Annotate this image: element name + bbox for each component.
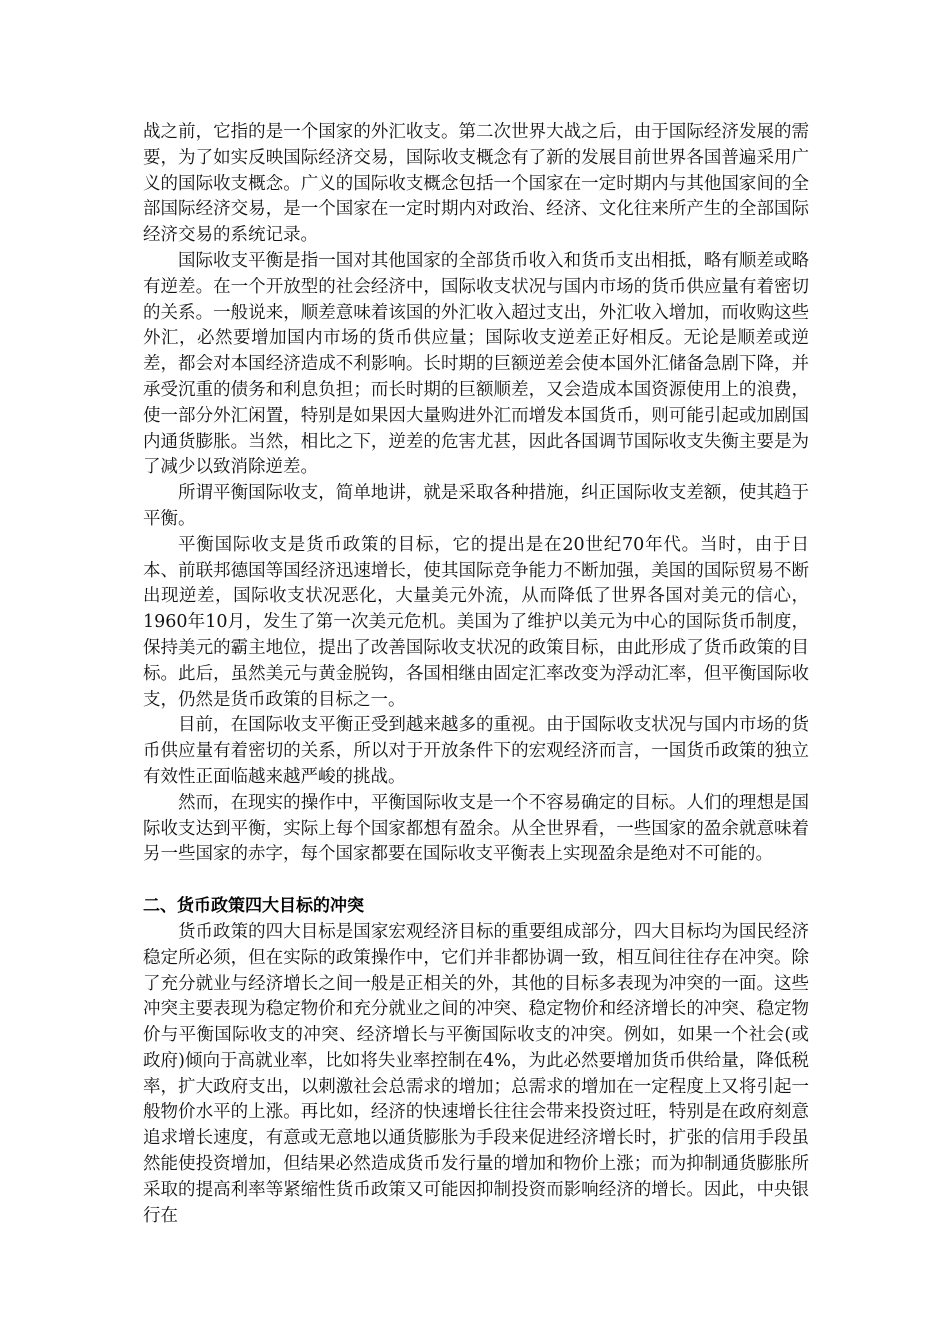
- section-heading: 二、货币政策四大目标的冲突: [143, 896, 364, 917]
- paragraph-balance-practice: 然而，在现实的操作中，平衡国际收支是一个不容易确定的目标。人们的理想是国际收支达到平衡，实际上每个国家都想有盈余。从全世界看，一些国家的盈余就意味着另一些国家的赤字，每个国家都要在国际收支平衡表上实现盈余是绝对不可能的。: [143, 792, 809, 865]
- paragraph-balance-meaning: 所谓平衡国际收支，简单地讲，就是采取各种措施，纠正国际收支差额，使其趋于平衡。: [143, 483, 809, 529]
- document-page: [143, 120, 809, 1229]
- paragraph-goal-conflicts: 货币政策的四大目标是国家宏观经济目标的重要组成部分，四大目标均为国民经济稳定所必须，但在实际的政策操作中，它们并非都协调一致，相互间往往存在冲突。除了充分就业与经济增长之间一般是正相关的外，其他的目标多表现为冲突的一面。这些冲突主要表现为稳定物价和充分就业之间的冲突、稳定物价和经济增长的冲突、稳定物价与平衡国际收支的冲突、经济增长与平衡国际收支的冲突。例如，如果一个社会(或政府)倾向于高就业率，比如将失业率控制在4%，为此必然要增加货币供给量，降低税率，扩大政府支出，以刺激社会总需求的增加；总需求的增加在一定程度上又将引起一般物价水平的上涨。再比如，经济的快速增长往往会带来投资过旺，特别是在政府刻意追求增长速度，有意或无意地以通货膨胀为手段来促进经济增长时，扩张的信用手段虽然能使投资增加，但结果必然造成货币发行量的增加和物价上涨；而为抑制通货膨胀所采取的提高利率等紧缩性货币政策又可能因抑制投资而影响经济的增长。因此，中央银行在: [143, 921, 809, 1226]
- paragraph-balance-current: 目前，在国际收支平衡正受到越来越多的重视。由于国际收支状况与国内市场的货币供应量有着密切的关系，所以对于开放条件下的宏观经济而言，一国货币政策的独立有效性正面临越来越严峻的挑战。: [143, 715, 809, 787]
- paragraph-balance-history: 平衡国际收支是货币政策的目标，它的提出是在20世纪70年代。当时，由于日本、前联邦德国等国经济迅速增长，使其国际竞争能力不断加强，美国的国际贸易不断出现逆差，国际收支状况恶化，大量美元外流，从而降低了世界各国对美元的信心，1960年10月，发生了第一次美元危机。美国为了维护以美元为中心的国际货币制度，保持美元的霸主地位，提出了改善国际收支状况的政策目标，由此形成了货币政策的目标。此后，虽然美元与黄金脱钩，各国相继由固定汇率改变为浮动汇率，但平衡国际收支，仍然是货币政策的目标之一。: [143, 534, 809, 710]
- paragraph-continuation: 战之前，它指的是一个国家的外汇收支。第二次世界大战之后，由于国际经济发展的需要，为了如实反映国际经济交易，国际收支概念有了新的发展目前世界各国普遍采用广义的国际收支概念。广义的国际收支概念包括一个国家在一定时期内与其他国家间的全部国际经济交易，是一个国家在一定时期内对政治、经济、文化往来所产生的全部国际经济交易的系统记录。: [143, 122, 809, 246]
- paragraph-balance-definition: 国际收支平衡是指一国对其他国家的全部货币收入和货币支出相抵，略有顺差或略有逆差。在一个开放型的社会经济中，国际收支状况与国内市场的货币供应量有着密切的关系。一般说来，顺差意味着该国的外汇收入超过支出，外汇收入增加，而收购这些外汇，必然要增加国内市场的货币供应量；国际收支逆差正好相反。无论是顺差或逆差，都会对本国经济造成不利影响。长时期的巨额逆差会使本国外汇储备急剧下降，并承受沉重的债务和利息负担；而长时期的巨额顺差，又会造成本国资源使用上的浪费，使一部分外汇闲置，特别是如果因大量购进外汇而增发本国货币，则可能引起或加剧国内通货膨胀。当然，相比之下，逆差的危害尤甚，因此各国调节国际收支失衡主要是为了减少以致消除逆差。: [143, 250, 809, 478]
